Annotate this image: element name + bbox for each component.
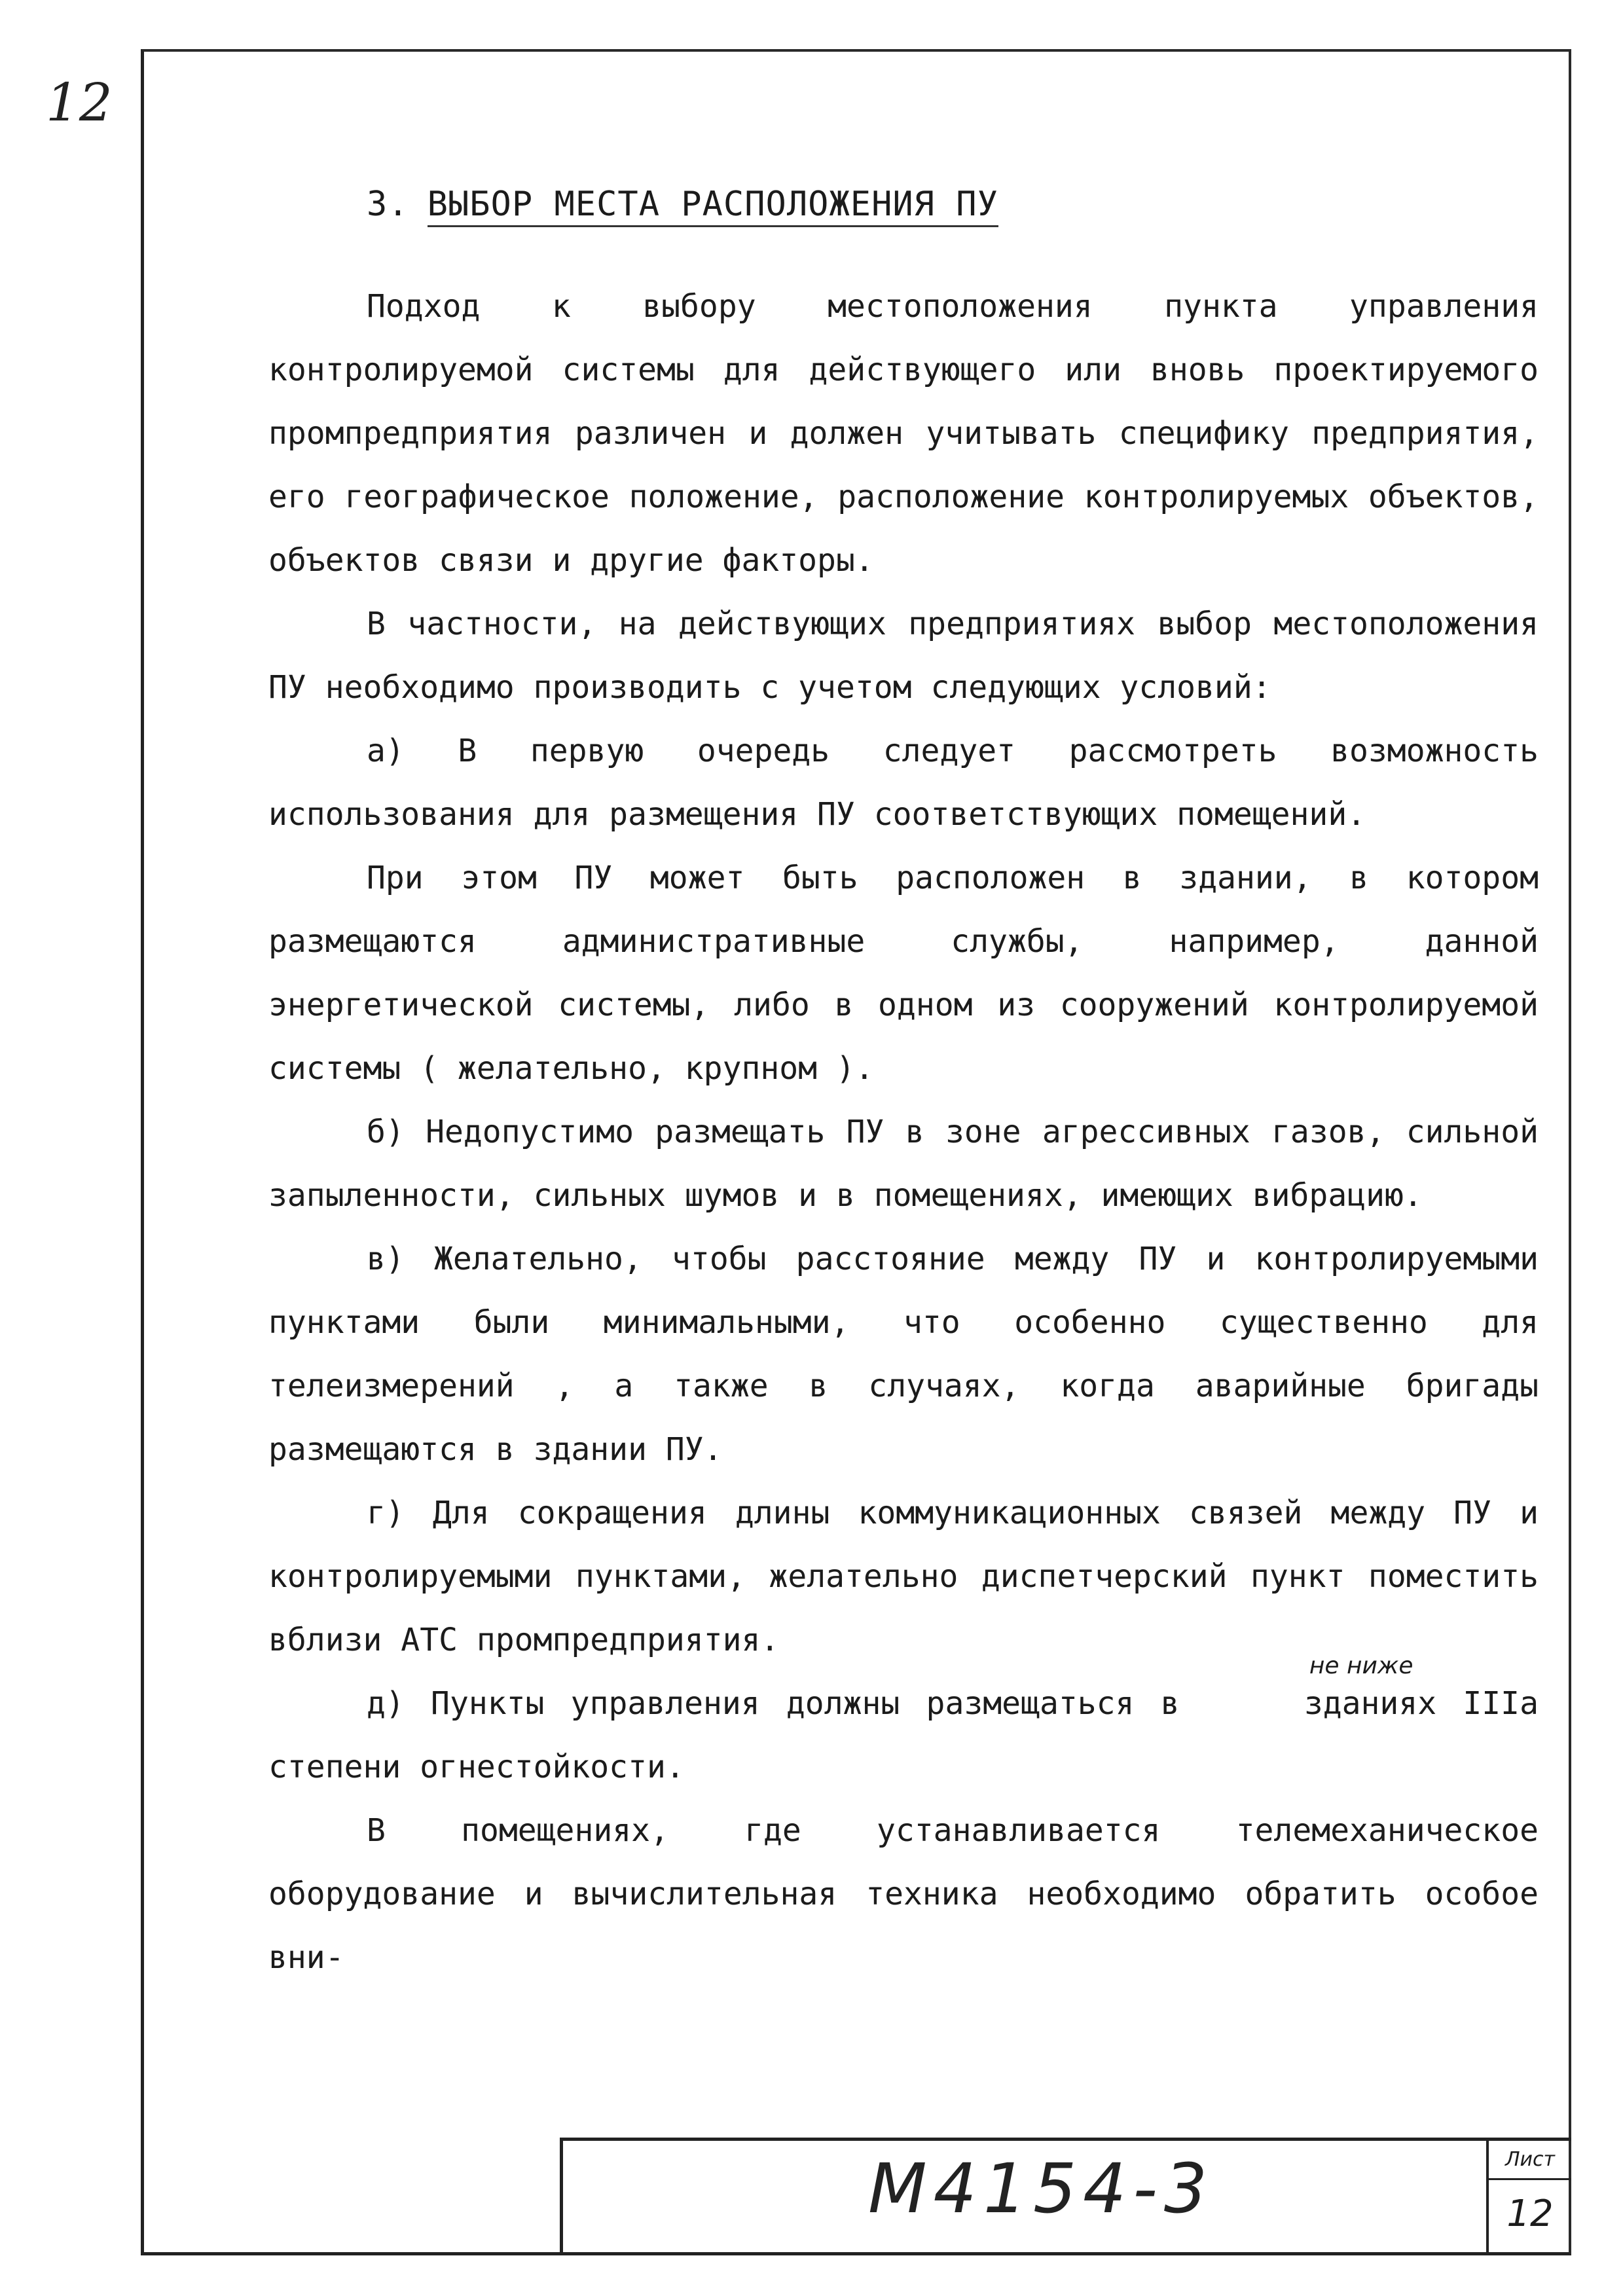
paragraph: В частности, на действующих предприятиях выбор местоположения ПУ необходимо производить с учетом следующих условий: <box>268 606 1539 706</box>
paragraph: При этом ПУ может быть расположен в здании, в котором размещаются административные службы, например, данной энергетической системы, либо в одном из сооружений контролируемой системы ( желательно, крупном ). <box>268 860 1539 1087</box>
paragraph: г) Для сокращения длины коммуникационных связей между ПУ и контролируемыми пунктами, желательно диспетчерский пункт поместить вблизи АТС промпредприятия. <box>268 1495 1539 1658</box>
paragraph: Подход к выбору местоположения пункта управления контролируемой системы для действующего или вновь проектируемого промпредприятия различен и должен учитывать специфику предприятия, его географическое положение, расположение контролируемых объектов, объектов связи и другие факторы. <box>268 288 1539 579</box>
section-number: 3. <box>367 185 409 224</box>
paragraph-d-end: а степени огнестойкости. <box>268 1685 1539 1785</box>
paragraph: В помещениях, где устанавливается телемеханическое оборудование и вычислительная техника необходимо обратить особое вни- <box>268 1812 1539 1976</box>
paragraph-d <box>268 1652 1539 1799</box>
section-heading <box>367 185 998 224</box>
document-code: М4154-3 <box>867 2149 1214 2229</box>
title-block-stamp <box>560 2138 1571 2255</box>
page-number-corner: 12 <box>46 72 113 133</box>
section-title: ВЫБОР МЕСТА РАСПОЛОЖЕНИЯ ПУ <box>428 185 998 227</box>
handwritten-insert <box>1206 1652 1437 1736</box>
paragraph-d-start: д) Пункты управления должны размещаться в <box>367 1685 1180 1722</box>
handwritten-annotation: не ниже <box>1309 1652 1413 1679</box>
paragraph-d-word: зданиях <box>1304 1685 1437 1722</box>
sheet-label: Лист <box>1489 2141 1571 2180</box>
paragraph: а) В первую очередь следует рассмотреть возможность использования для размещения ПУ соответствующих помещений. <box>268 733 1539 833</box>
sheet-number: 12 <box>1506 2193 1554 2235</box>
body-text <box>268 275 1539 1990</box>
paragraph: в) Желательно, чтобы расстояние между ПУ и контролируемыми пунктами были минимальными, что особенно существенно для телеизмерений , а также в случаях, когда аварийные бригады размещаются в здании ПУ. <box>268 1241 1539 1468</box>
paragraph: б) Недопустимо размещать ПУ в зоне агрессивных газов, сильной запыленности, сильных шумов и в помещениях, имеющих вибрацию. <box>268 1114 1539 1214</box>
fire-resistance-degree: III <box>1463 1685 1520 1722</box>
sheet-cell <box>1486 2141 1571 2255</box>
